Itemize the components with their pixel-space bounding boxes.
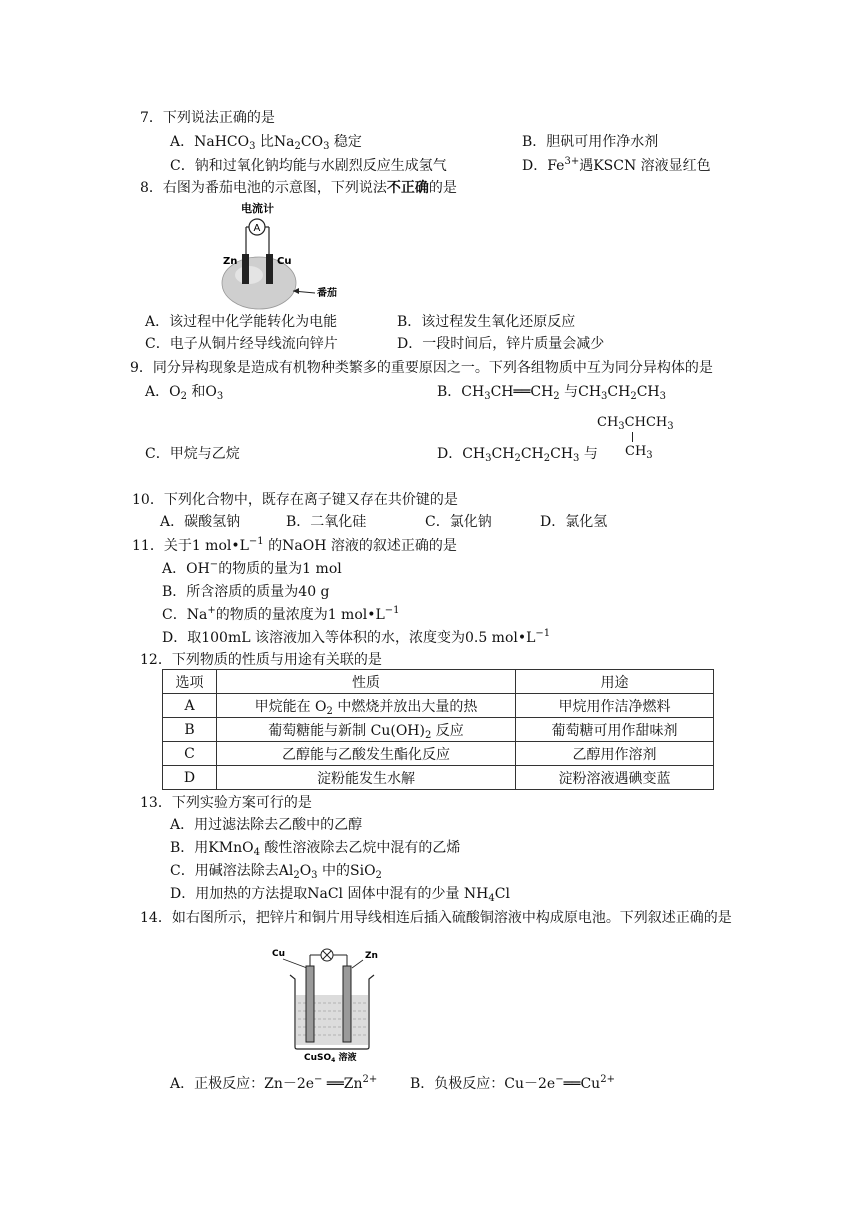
q8-stem: 8．右图为番茄电池的示意图，下列说法不正确的是 (140, 180, 457, 196)
meter-label: 电流计 (241, 202, 274, 215)
q13-option-a: A．用过滤法除去乙酸中的乙醇 (170, 817, 363, 833)
tomato-battery-figure (215, 200, 355, 315)
q14-stem: 14．如右图所示，把锌片和铜片用导线相连后插入硫酸铜溶液中构成原电池。下列叙述正确的是 (140, 910, 732, 926)
q12-table (162, 669, 714, 790)
table-row (163, 718, 714, 742)
row-use: 淀粉溶液遇碘变蓝 (516, 766, 714, 790)
q9-option-b: B．$CH_3CH══CH_2$ 与$CH_3CH_2CH_3$ (437, 384, 667, 402)
q10-stem: 10．下列化合物中，既存在离子键又存在共价键的是 (132, 492, 458, 508)
row-option: B (163, 718, 217, 742)
q7-option-d: D．$Fe^{3+}$遇KSCN 溶液显红色 (522, 156, 711, 174)
q9-struct-top: $CH_3CHCH_3$ (597, 415, 674, 432)
q9-option-a: A．$O_2$ 和$O_3$ (145, 384, 224, 402)
header-property: 性质 (217, 670, 516, 694)
q11-option-d: D．取100mL 该溶液加入等体积的水，浓度变为0.5 $mol•L^{-1}$ (162, 628, 551, 646)
table-row (163, 766, 714, 790)
svg-text:Zn: Zn (365, 951, 378, 961)
q13-option-b: B．用KMnO$_4$ 酸性溶液除去乙烷中混有的乙烯 (170, 840, 461, 858)
table-row (163, 694, 714, 718)
row-option: C (163, 742, 217, 766)
q11-option-a: A．OH−的物质的量为1 mol (162, 559, 342, 577)
table-row (163, 742, 714, 766)
row-use: 甲烷用作洁净燃料 (516, 694, 714, 718)
solution-label: CuSO$_4$ 溶液 (304, 1053, 357, 1064)
q10-option-d: D．氯化氢 (540, 514, 608, 530)
q9-option-c: C．甲烷与乙烷 (145, 446, 240, 462)
zinc-electrode (343, 966, 351, 1042)
q10-option-c: C．氯化钠 (425, 514, 492, 530)
q8-option-a: A．该过程中化学能转化为电能 (145, 314, 338, 330)
q10-option-b: B．二氧化硅 (286, 514, 367, 530)
q11-option-b: B．所含溶质的质量为40 g (162, 584, 330, 600)
copper-electrode (306, 966, 314, 1042)
svg-text:Cu: Cu (272, 949, 286, 959)
row-option: D (163, 766, 217, 790)
svg-text:Zn: Zn (223, 256, 238, 267)
row-option: A (163, 694, 217, 718)
svg-text:番茄: 番茄 (317, 288, 337, 299)
galvanic-cell-figure (270, 935, 390, 1065)
q10-option-a: A．碳酸氢钠 (160, 514, 241, 530)
table-header-row (163, 670, 714, 694)
q7-stem: 7．下列说法正确的是 (140, 110, 275, 126)
row-property: 淀粉能发生水解 (217, 766, 516, 790)
zinc-electrode (242, 254, 249, 284)
q9-stem: 9．同分异构现象是造成有机物种类繁多的重要原因之一。下列各组物质中互为同分异构体的是 (130, 360, 713, 376)
q9-struct-bond (632, 432, 633, 442)
q13-option-d: D．用加热的方法提取NaCl 固体中混有的少量 $NH_4Cl$ (170, 886, 510, 904)
q8-option-c: C．电子从铜片经导线流向锌片 (145, 336, 338, 352)
svg-text:Cu: Cu (277, 256, 292, 267)
row-property: 甲烷能在 $O_2$ 中燃烧并放出大量的热 (217, 694, 516, 718)
q9-struct-bottom: $CH_3$ (625, 444, 653, 461)
header-option: 选项 (163, 670, 217, 694)
row-property: 乙醇能与乙酸发生酯化反应 (217, 742, 516, 766)
q14-option-b: B．负极反应：$Cu-2e^-══Cu^{2+}$ (410, 1074, 615, 1092)
q11-stem: 11．关于1 $mol•L^{-1}$ 的NaOH 溶液的叙述正确的是 (132, 536, 457, 554)
q12-stem: 12．下列物质的性质与用途有关联的是 (140, 652, 382, 668)
q14-option-a: A．正极反应：Zn－2e− $══Zn^{2+}$ (170, 1074, 378, 1092)
row-property: 葡萄糖能与新制 $Cu(OH)_2$ 反应 (217, 718, 516, 742)
q8-option-b: B．该过程发生氧化还原反应 (397, 314, 576, 330)
q11-option-c: C．Na+的物质的量浓度为1 $mol•L^{-1}$ (162, 605, 400, 623)
q7-option-c: C．钠和过氧化钠均能与水剧烈反应生成氢气 (170, 158, 447, 174)
q13-stem: 13．下列实验方案可行的是 (140, 795, 312, 811)
q9-option-d: D．$CH_3CH_2CH_2CH_3$ 与 (437, 446, 598, 464)
q8-option-d: D．一段时间后，锌片质量会减少 (397, 336, 605, 352)
header-use: 用途 (516, 670, 714, 694)
q7-option-b: B．胆矾可用作净水剂 (522, 134, 659, 150)
q13-option-c: C．用碱溶法除去$Al_2O_3$ 中的SiO$_2$ (170, 863, 382, 881)
row-use: 乙醇用作溶剂 (516, 742, 714, 766)
svg-text:A: A (253, 223, 261, 234)
copper-electrode (266, 254, 273, 284)
row-use: 葡萄糖可用作甜味剂 (516, 718, 714, 742)
q7-option-a: A．NaHCO$_3$ 比$Na_2CO_3$ 稳定 (170, 134, 362, 152)
